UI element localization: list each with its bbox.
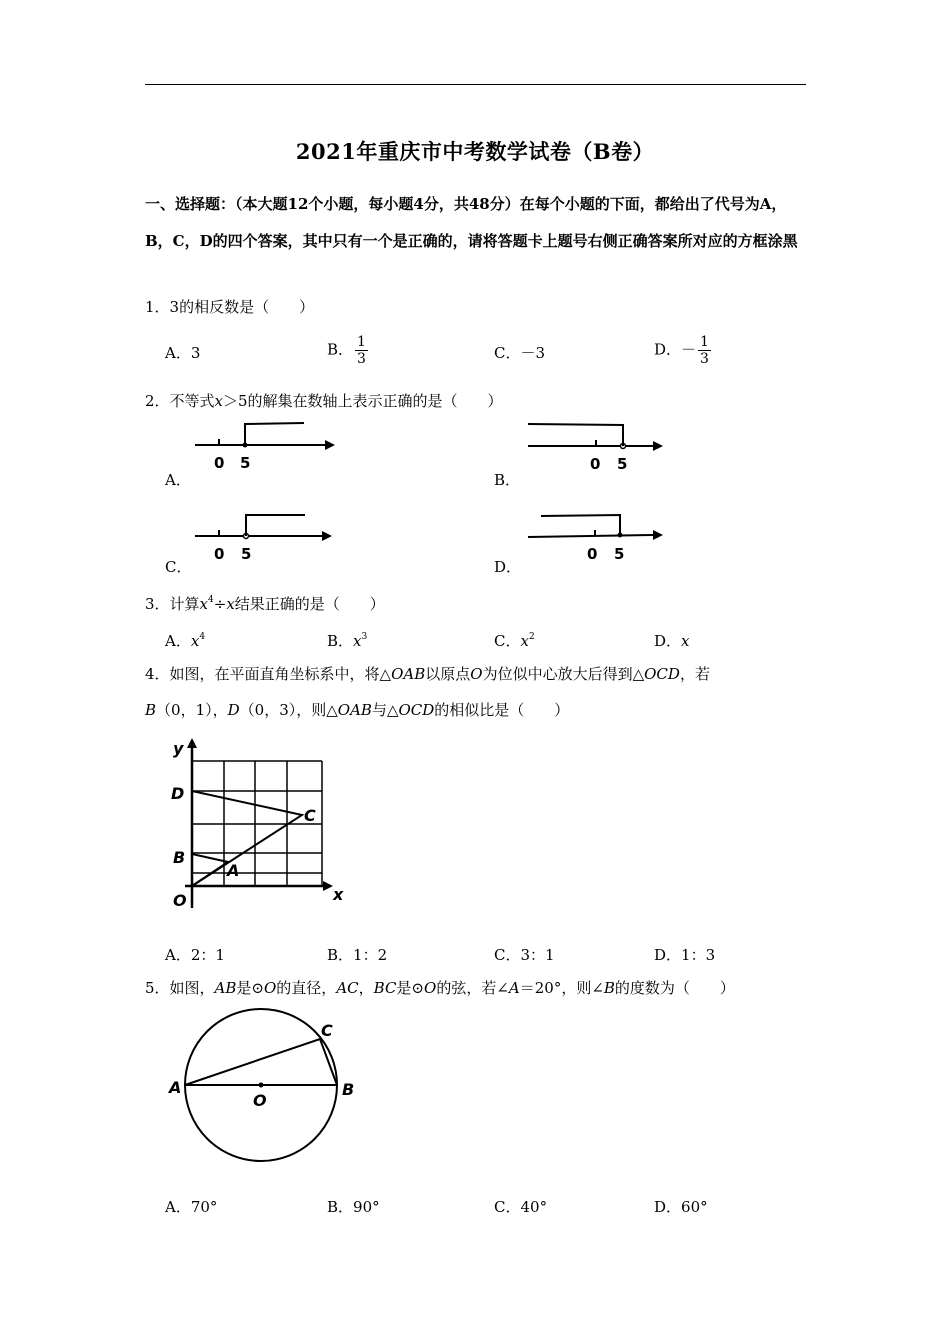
q4-coordinate-figure (165, 736, 355, 916)
q5-t7: ＝20°，则∠ (519, 979, 604, 997)
q5-o2: O (424, 979, 437, 997)
q5-o: O (263, 979, 277, 997)
q1-b-numerator: 1 (357, 334, 366, 350)
q5-a: A (508, 979, 520, 997)
q1-option-b-fraction (355, 334, 368, 367)
q4-b: B (145, 701, 157, 719)
q1-d-denominator: 3 (700, 351, 709, 367)
q4-option-a: A．2：1 (165, 946, 225, 964)
q3-c-prefix: C． (494, 632, 521, 650)
q4-d: D (227, 701, 240, 719)
q4-fig-point-a: A (227, 861, 240, 880)
line-d-tick-0: 0 (587, 545, 598, 563)
q4-o: O (470, 665, 483, 683)
q5-fig-point-c: C (321, 1021, 333, 1040)
q4-ocd2: OCD (398, 701, 435, 719)
q4-t1: 4．如图，在平面直角坐标系中，将△ (145, 665, 392, 683)
q5-t1: 5．如图， (145, 979, 215, 997)
q3-b-var: x (353, 632, 362, 650)
q2-option-d: D． (494, 558, 522, 576)
q4-fig-point-c: C (304, 806, 316, 825)
q5-fig-point-o: O (253, 1091, 267, 1110)
q5-fig-point-b: B (342, 1080, 355, 1099)
q1-d-numerator: 1 (700, 334, 709, 350)
q3-stem-pre: 3．计算 (145, 595, 200, 613)
q3-option-c (494, 631, 535, 651)
q5-t6: 的弦，若∠ (436, 979, 509, 997)
q3-d-var: x (681, 632, 690, 650)
question-2-stem (145, 391, 503, 411)
q4-t2: 以原点 (425, 665, 471, 683)
q5-option-c: C．40° (494, 1198, 548, 1216)
q4-oab: OAB (391, 665, 426, 683)
q4-t4: ，若 (679, 665, 710, 683)
q5-option-d: D．60° (654, 1198, 708, 1216)
q5-ac: AC (336, 979, 359, 997)
q3-option-b (327, 631, 367, 651)
q4-t6: （0，3），则△ (239, 701, 338, 719)
line-b-tick-0: 0 (590, 455, 601, 473)
q5-option-a: A．70° (165, 1198, 218, 1216)
q5-t4: ， (358, 979, 374, 997)
q4-oab2: OAB (337, 701, 372, 719)
line-a-tick-5: 5 (240, 454, 251, 472)
q1-option-d-prefix: D．－ (654, 340, 697, 359)
q3-option-d (654, 631, 690, 651)
q5-fig-point-a: A (169, 1078, 182, 1097)
q3-d-prefix: D． (654, 632, 682, 650)
q5-t5: 是⊙ (396, 979, 424, 997)
q4-option-d: D．1：3 (654, 946, 716, 964)
q4-fig-x-label: x (333, 885, 344, 904)
q4-t5: （0，1）， (156, 701, 228, 719)
q5-option-b: B．90° (327, 1198, 380, 1216)
section-heading: 一、选择题：（本大题12个小题，每小题4分，共48分）在每个小题的下面，都给出了代号为A，B，C，D的四个答案，其中只有一个是正确的，请将答题卡上题号右侧正确答案所对应的方框涂黑 (145, 195, 798, 250)
line-d-tick-5: 5 (614, 545, 625, 563)
q3-c-var: x (520, 632, 529, 650)
q2-option-b: B． (494, 471, 521, 489)
q3-exp: 4 (208, 595, 214, 605)
q1-option-a: A．3 (165, 344, 201, 362)
q5-ab: AB (214, 979, 237, 997)
q5-bc: BC (373, 979, 397, 997)
q4-fig-point-b: B (173, 848, 186, 867)
question-1-stem: 1．3的相反数是（ ） (145, 298, 315, 316)
question-4-stem (145, 656, 810, 728)
q3-div: ÷ (213, 595, 227, 613)
q4-option-b: B．1：2 (327, 946, 388, 964)
page-title: 2021年重庆市中考数学试卷（B卷） (295, 139, 655, 164)
q3-var2: x (226, 595, 235, 613)
q5-t8: 的度数为（ ） (614, 979, 735, 997)
line-c-tick-0: 0 (214, 545, 225, 563)
q1-option-b-prefix: B． (327, 340, 354, 359)
q2-var: x (214, 392, 224, 410)
number-line-d (525, 508, 685, 563)
q3-var: x (199, 595, 209, 613)
q4-fig-point-o: O (173, 891, 187, 910)
q3-a-var: x (190, 632, 200, 650)
q1-b-denominator: 3 (357, 351, 366, 367)
q3-a-exp: 4 (199, 632, 206, 642)
q4-fig-point-d: D (171, 784, 185, 803)
q4-t3: 为位似中心放大后得到△ (482, 665, 645, 683)
number-line-c (190, 508, 350, 563)
header-rule (145, 84, 806, 85)
number-line-a (190, 418, 350, 473)
q1-option-d-fraction (698, 334, 711, 367)
q3-option-a (165, 631, 205, 651)
q3-c-exp: 2 (528, 632, 535, 642)
q4-t8: 的相似比是（ ） (434, 701, 570, 719)
q1-option-d (654, 334, 711, 367)
q3-b-exp: 3 (361, 632, 368, 642)
q5-circle-figure (165, 1010, 365, 1175)
line-a-tick-0: 0 (214, 454, 225, 472)
line-c-tick-5: 5 (241, 545, 252, 563)
q2-option-a: A． (165, 471, 191, 489)
q3-b-prefix: B． (327, 632, 354, 650)
q3-a-prefix: A． (165, 632, 191, 650)
q2-option-c: C． (165, 558, 192, 576)
q3-stem-post: 结果正确的是（ ） (234, 595, 385, 613)
line-b-tick-5: 5 (617, 455, 628, 473)
q2-stem-pre: 2．不等式 (145, 392, 215, 410)
question-5-stem (145, 978, 735, 998)
question-3-stem (145, 594, 385, 614)
q1-option-b (327, 334, 368, 367)
q4-ocd: OCD (644, 665, 680, 683)
number-line-b (525, 418, 685, 473)
q5-b: B (603, 979, 615, 997)
q4-fig-y-label: y (173, 739, 184, 758)
q4-t7: 与△ (371, 701, 399, 719)
q5-t3: 的直径， (276, 979, 337, 997)
q5-t2: 是⊙ (236, 979, 264, 997)
q1-option-c: C．－3 (494, 344, 546, 362)
q4-option-c: C．3：1 (494, 946, 555, 964)
q2-stem-post: ＞5的解集在数轴上表示正确的是（ ） (223, 392, 503, 410)
